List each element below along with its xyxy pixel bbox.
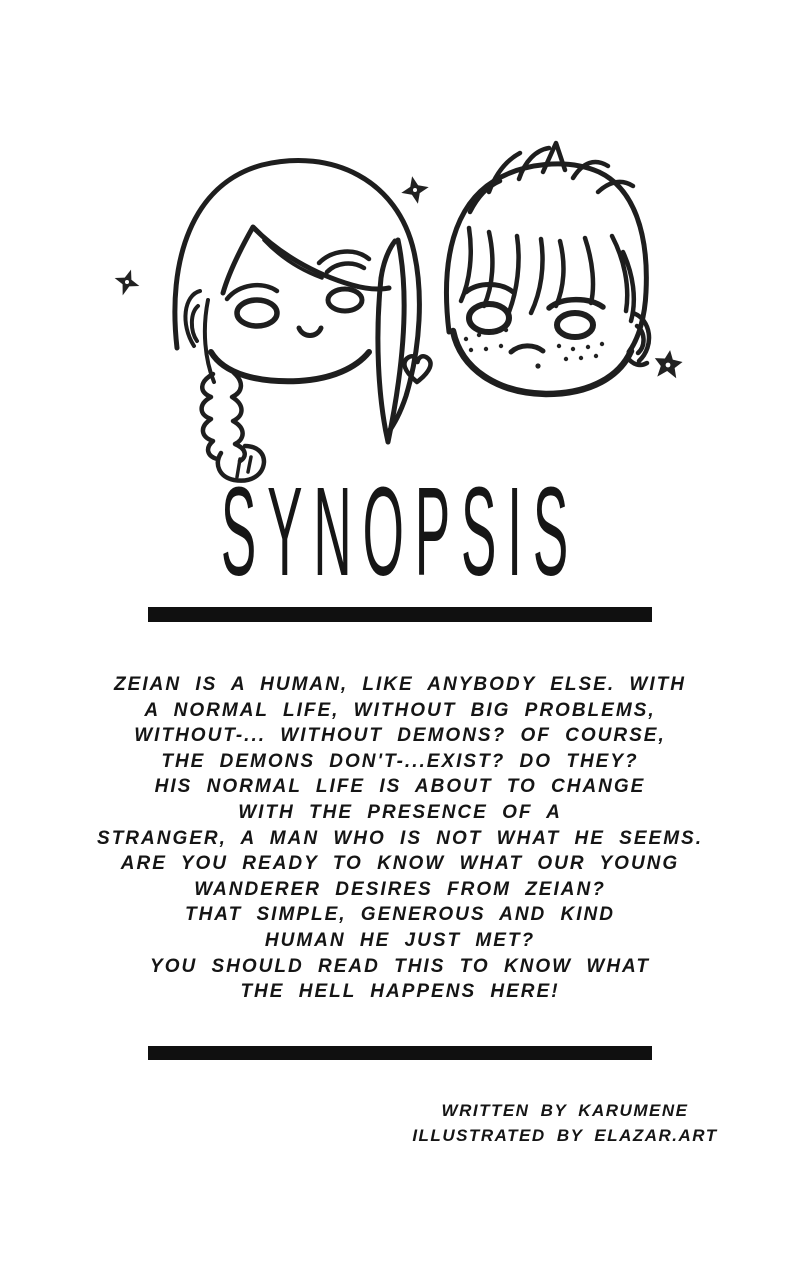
- chibi-boy-illustration: [446, 143, 649, 394]
- text-line: YOU SHOULD READ THIS TO KNOW WHAT: [150, 955, 650, 977]
- text-line: WANDERER DESIRES FROM ZEIAN?: [194, 878, 606, 900]
- divider-top: [148, 607, 652, 622]
- page-title: SYNOPSIS: [220, 459, 580, 603]
- text-line: WITHOUT-... WITHOUT DEMONS? OF COURSE,: [134, 725, 666, 747]
- girl-smile: [299, 328, 321, 336]
- divider-bottom: [148, 1046, 652, 1060]
- girl-right-eye: [328, 289, 362, 311]
- header-illustration: [0, 0, 800, 510]
- girl-left-eyebrow: [227, 285, 277, 299]
- girl-side-strand: [205, 300, 214, 382]
- girl-left-eye: [237, 300, 277, 326]
- boy-jaw: [453, 331, 631, 394]
- text-line: ZEIAN IS A HUMAN, LIKE ANYBODY ELSE. WITH: [114, 674, 686, 695]
- girl-bangs: [223, 227, 389, 293]
- sparkle-icon: [110, 266, 143, 300]
- boy-left-eye: [469, 304, 509, 332]
- boy-side-lock: [612, 236, 634, 321]
- text-line: WRITTEN BY KARUMENE: [441, 1101, 689, 1120]
- synopsis-text: [0, 672, 800, 1005]
- chibi-girl-illustration: [175, 161, 420, 481]
- text-line: THAT SIMPLE, GENEROUS AND KIND: [184, 904, 615, 926]
- text-line: STRANGER, A MAN WHO IS NOT WHAT HE SEEMS.: [97, 827, 703, 849]
- text-line: HIS NORMAL LIFE IS ABOUT TO CHANGE: [154, 776, 646, 798]
- boy-chin-dot: [535, 363, 540, 368]
- girl-jaw: [211, 352, 369, 381]
- girl-right-eyebrow: [319, 252, 369, 272]
- text-line: ILLUSTRATED BY ELAZAR.ART: [412, 1126, 718, 1145]
- text-line: THE DEMONS DON'T-...EXIST? DO THEY?: [161, 750, 639, 772]
- text-line: HUMAN HE JUST MET?: [264, 929, 536, 951]
- sparkle-icon: [398, 173, 431, 206]
- boy-hair-outline: [446, 164, 646, 352]
- girl-ear: [185, 291, 200, 346]
- credits: [385, 1098, 745, 1148]
- boy-frown: [511, 346, 543, 352]
- text-line: THE HELL HAPPENS HERE!: [240, 981, 560, 1003]
- boy-right-eye: [557, 313, 593, 337]
- text-line: ARE YOU READY TO KNOW WHAT OUR YOUNG: [120, 853, 680, 875]
- text-line: A NORMAL LIFE, WITHOUT BIG PROBLEMS,: [144, 699, 656, 721]
- sparkle-icon: [652, 348, 684, 380]
- text-line: WITH THE PRESENCE OF A: [238, 801, 562, 823]
